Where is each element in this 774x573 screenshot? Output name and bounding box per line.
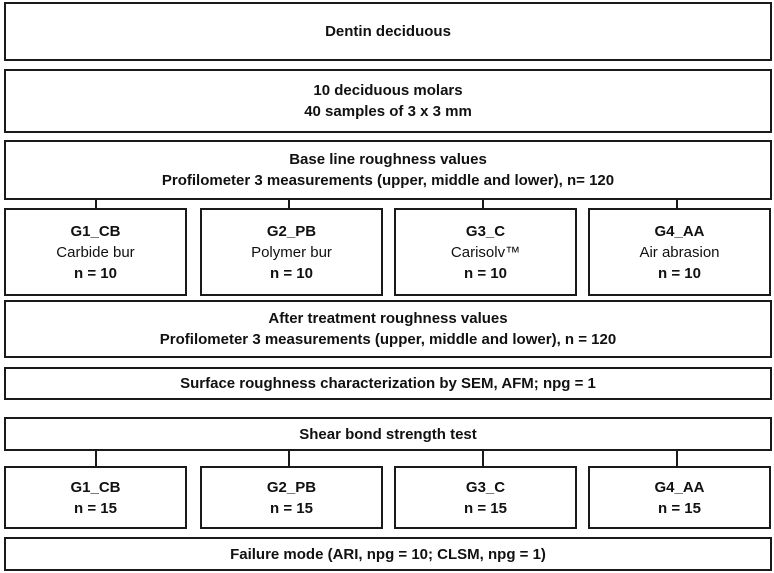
group-code: G1_CB: [70, 478, 121, 496]
failure-mode-box: [4, 537, 772, 571]
dentin-deciduous-box: [4, 2, 772, 61]
group-g3-c-shear: [394, 466, 577, 529]
group-label: Carisolv™: [450, 243, 521, 261]
group-label: Air abrasion: [639, 243, 720, 261]
group-g2-pb-treatment: [200, 208, 383, 296]
group-label: Polymer bur: [251, 243, 332, 261]
failure-label: Failure mode (ARI, npg = 10; CLSM, npg = 1): [230, 545, 546, 563]
group-n: n = 15: [658, 499, 701, 517]
shear-bond-box: [4, 417, 772, 451]
group-n: n = 10: [270, 264, 313, 282]
group-code: G1_CB: [70, 222, 121, 240]
group-label: Carbide bur: [56, 243, 135, 261]
group-g1-cb-shear: [4, 466, 187, 529]
group-g2-pb-shear: [200, 466, 383, 529]
group-n: n = 10: [74, 264, 117, 282]
group-n: n = 15: [74, 499, 117, 517]
group-code: G4_AA: [654, 478, 705, 496]
dentin-deciduous-label: Dentin deciduous: [325, 23, 451, 40]
samples-line2: 40 samples of 3 x 3 mm: [304, 103, 472, 120]
group-n: n = 15: [464, 499, 507, 517]
after-line1: After treatment roughness values: [268, 310, 508, 327]
shear-label: Shear bond strength test: [299, 425, 477, 443]
samples-line1: 10 deciduous molars: [313, 82, 463, 99]
group-code: G3_C: [465, 222, 506, 240]
group-n: n = 10: [464, 264, 507, 282]
group-n: n = 10: [658, 264, 701, 282]
after-line2: Profilometer 3 measurements (upper, middle and lower), n = 120: [159, 331, 617, 348]
surface-characterization-box: [4, 367, 772, 400]
baseline-line1: Base line roughness values: [289, 151, 487, 168]
group-n: n = 15: [270, 499, 313, 517]
group-code: G3_C: [465, 478, 506, 496]
baseline-line2: Profilometer 3 measurements (upper, middle and lower), n= 120: [161, 172, 615, 189]
group-g3-c-treatment: [394, 208, 577, 296]
group-code: G2_PB: [266, 222, 317, 240]
baseline-roughness-box: [4, 140, 772, 200]
surface-label: Surface roughness characterization by SEM, AFM; npg = 1: [180, 375, 596, 392]
group-code: G2_PB: [266, 478, 317, 496]
group-g4-aa-treatment: [588, 208, 771, 296]
group-g1-cb-treatment: [4, 208, 187, 296]
group-g4-aa-shear: [588, 466, 771, 529]
samples-box: [4, 69, 772, 133]
group-code: G4_AA: [654, 222, 705, 240]
after-treatment-box: [4, 300, 772, 358]
